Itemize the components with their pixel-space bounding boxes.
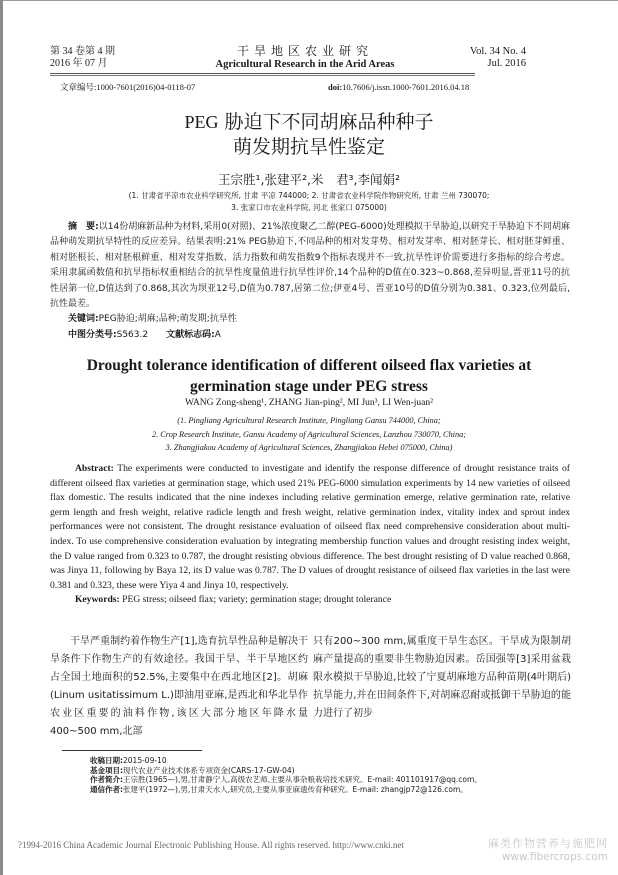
volume-info <box>470 46 526 70</box>
footnote-rule <box>62 750 202 751</box>
abstract-cn <box>50 220 570 343</box>
doc-code-value: A <box>214 329 221 340</box>
watermark-cn: 麻类作物营养与施肥网 <box>488 837 608 850</box>
keywords-cn-text: PEG胁迫;胡麻;品种;萌发期;抗旱性 <box>98 314 237 325</box>
corresponding-label: 通信作者: <box>90 784 123 794</box>
watermark-url: www.fibercrops.com <box>501 851 608 863</box>
abstract-cn-text: 以14份胡麻新品种为材料,采用0(对照)、21%浓度聚乙二醇(PEG-6000)处理模拟干旱胁迫,以研究干旱胁迫下不同胡麻品种萌发期抗旱特性的反应差异。结果表明:21% PEG胁迫下,不同品种的相对发芽势、相对发芽率、相对胚芽长、相对胚芽鲜重、相对胚根长、相对胚根鲜重、相对发芽指数、活力指数和萌发指数9个指标表现并不一致,抗旱性评价需要进行多指标的综合考虑。采用隶属函数值和抗旱指标权重相结合的抗旱性度量值进行抗旱性评价,14个品种的D值在0.323~0.868,差异明显,晋亚11号的抗性居第一位,D值达到了0.868,其次为坝亚12号,D值为0.787,居第二位;伊亚4号、晋亚10号的D值分别为0.381、0.323,位列最后,抗性最差。 <box>50 222 570 310</box>
article-no-label: 文章编号: <box>60 82 97 92</box>
title-en <box>0 355 618 397</box>
title-en-line-2: germination stage under PEG stress <box>190 378 428 395</box>
keywords-cn-label: 关键词: <box>68 314 99 325</box>
clc-value: S563.2 <box>116 329 149 340</box>
authors-cn: 王宗胜¹,张建平²,米 君³,李闻娟² <box>218 172 400 187</box>
abstract-en-text: The experiments were conducted to investigate and identify the response difference of drought resistance traits of different oilseed flax varieties at germination stage, which used 21% PEG-6000 simulation experiments by 14 new varieties of oilseed flax domestic. The results indicated that the nine indexes including relative germination emerge, relative germination rate, relative germ length and fresh weight, relative radicle length and fresh weight, relative germination index, vitality index and sprout index performances were not consistent. The drought resistance evaluation of oilseed flax need comprehensive consideration about multi-index. To use comprehensive consideration evaluation by integrating membership function values and drought resisting index weight, the D value ranged from 0.323 to 0.787, the drought resisting obvious difference. The best drought resisting of D value reached 0.868, was Jinya 11, following by Baya 12, its D value was 0.787. The D values of drought resistance of oilseed flax varieties in the last were 0.381 and 0.323, these were Yiya 4 and Jinya 10, respectively. <box>50 463 570 591</box>
keywords-en <box>50 593 570 608</box>
footnote-author <box>90 775 570 785</box>
title-cn-line-2: 萌发期抗旱性鉴定 <box>232 136 385 158</box>
abstract-cn-paragraph <box>50 220 570 312</box>
author-bio-label: 作者简介: <box>90 775 123 784</box>
abstract-cn-label: 摘 要: <box>68 222 99 232</box>
title-cn-line-1 <box>0 110 618 135</box>
body-left-text: 干旱严重制约着作物生产[1],选育抗旱性品种是解决干旱条件下作物生产的有效途径。我国干旱、半干旱地区约占全国土地面积的52.5%,主要集中在西北地区[2]。胡麻(Linum usitatissimum L.)即油用亚麻,是西北和华北旱作农业区重要的油料作物,该区大部分地区年降水量400~500 mm,北部 <box>50 636 308 737</box>
footnote-corresponding <box>90 785 570 795</box>
author-bio-value: 王宗胜(1965—),男,甘肃静宁人,高级农艺师,主要从事杂粮栽培技术研究。E-mail: 401101917@qq.com。 <box>123 775 482 784</box>
doi-label: doi: <box>328 82 343 92</box>
corresponding-value: 张建平(1972—),男,甘肃天水人,研究员,主要从事亚麻遗传育种研究。E-mail: zhangjp72@126.com。 <box>123 784 468 794</box>
affiliation-en-line-3: 3. Zhangjiakou Academy of Agricultural Sciences, Zhangjiakou Hebei 075000, China) <box>165 443 453 452</box>
keywords-cn <box>50 312 570 327</box>
vol-no: Vol. 34 No. 4 <box>469 46 526 57</box>
keywords-en-text: PEG stress; oilseed flax; variety; germination stage; drought tolerance <box>122 594 392 606</box>
body-column-left <box>50 633 308 741</box>
keywords-en-label: Keywords: <box>74 594 120 606</box>
footnote-received <box>90 756 570 766</box>
watermark <box>488 835 608 863</box>
footnotes <box>90 756 570 794</box>
title-cn-line-1-rest: 胁迫下不同胡麻品种种子 <box>224 111 434 133</box>
article-no: 1000-7601(2016)04-0118-07 <box>96 82 196 92</box>
clc-label: 中图分类号: <box>68 329 117 340</box>
title-en-line-1: Drought tolerance identification of different oilseed flax varieties at <box>86 357 532 374</box>
article-meta <box>60 81 490 93</box>
copyright-notice: ?1994-2016 China Academic Journal Electronic Publishing House. All rights reserved. http://www.cnki.net <box>18 840 404 850</box>
received-label: 收稿日期: <box>90 756 123 765</box>
body-column-right <box>313 633 571 723</box>
abstract-en <box>50 462 570 608</box>
date-en: Jul. 2016 <box>487 58 526 69</box>
footnote-fund <box>90 766 570 776</box>
body-right-text: 只有200~300 mm,属重度干旱生态区。干旱成为限制胡麻产量提高的重要非生物胁迫因素。岳国强等[3]采用盆栽限水模拟干旱胁迫,比较了宁夏胡麻地方品种苗期(4叶期后)抗旱能力,并在田间条件下,对胡麻忍耐或抵御干旱胁迫的能力进行了初步 <box>313 636 571 719</box>
affiliation-cn-line-1: (1. 甘肃省平凉市农业科学研究所, 甘肃 平凉 744000; 2. 甘肃省农业科学院作物研究所, 甘肃 兰州 730070; <box>128 191 490 200</box>
fund-label: 基金项目: <box>90 765 123 775</box>
title-cn <box>0 110 618 160</box>
affiliations-cn <box>0 190 618 214</box>
journal-name-en: Agricultural Research in the Arid Areas <box>215 59 395 70</box>
doi-value[interactable]: 10.7606/j.issn.1000-7601.2016.04.18 <box>342 82 470 92</box>
page-top-edge <box>0 0 618 1</box>
affiliations-en <box>0 414 618 455</box>
fund-value: 现代农业产业技术体系专项资金(CARS-17-GW-04) <box>123 765 295 775</box>
issue-line-2: 2016 年 07 月 <box>50 58 108 69</box>
abstract-en-paragraph <box>50 462 570 593</box>
doc-code-label: 文献标志码: <box>166 329 215 340</box>
issue-info <box>50 46 115 70</box>
affiliation-en-line-1: (1. Pingliang Agricultural Research Institute, Pingliang Gansu 744000, China; <box>177 416 441 425</box>
issue-line-1: 第 34 卷第 4 期 <box>50 46 115 57</box>
journal-name <box>180 44 430 72</box>
authors-en: WANG Zong-sheng¹, ZHANG Jian-ping², MI Jun³, LI Wen-juan² <box>185 398 433 408</box>
header-rule <box>50 73 475 76</box>
affiliation-cn-line-2: 3. 张家口市农业科学院, 河北 张家口 075000) <box>231 203 387 212</box>
received-value: 2015-09-10 <box>123 756 167 765</box>
title-cn-peg: PEG <box>184 112 219 132</box>
classification-row <box>50 328 570 343</box>
abstract-en-label: Abstract: <box>74 463 114 474</box>
journal-name-cn: 干旱地区农业研究 <box>236 44 373 58</box>
affiliation-en-line-2: 2. Crop Research Institute, Gansu Academy of Agricultural Sciences, Lanzhou 730070, China; <box>151 429 467 439</box>
doi <box>328 81 469 93</box>
